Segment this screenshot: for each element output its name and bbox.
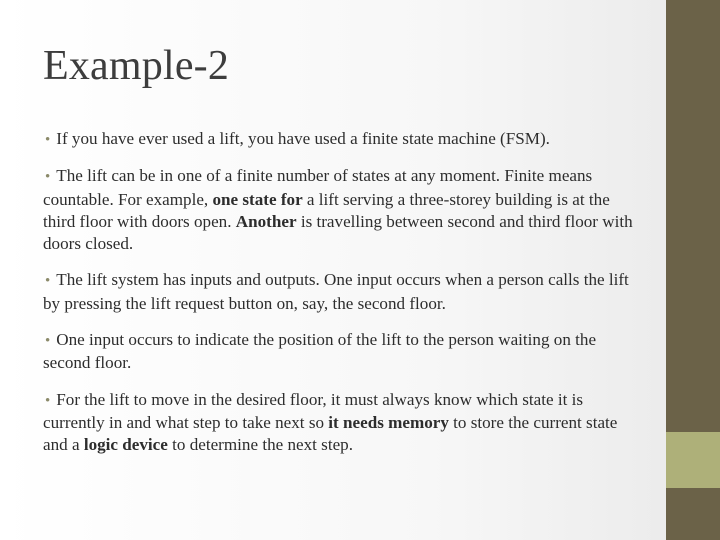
bullet-item <box>43 269 633 315</box>
bullet-item <box>43 389 633 457</box>
bullet-text: For the lift to move in the desired floor, it must always know which state it is currently in and what step to take next so <box>43 389 584 432</box>
bullet-text: The lift system has inputs and outputs. One input occurs when a person calls the lift by pressing the lift request button on, say, the second floor. <box>43 270 629 313</box>
right-accent-block <box>666 432 720 488</box>
bullet-item <box>43 128 633 151</box>
bullet-bold-text: one state for <box>212 189 303 209</box>
bullet-text: to store the current state and a <box>43 412 618 455</box>
bullet-item <box>43 165 633 255</box>
slide-title: Example-2 <box>43 43 230 89</box>
bullet-dot-icon: • <box>45 169 51 186</box>
bullet-text: If you have ever used a lift, you have used a finite state machine (FSM). <box>56 129 550 148</box>
bullet-text: is travelling between second and third floor with doors closed. <box>43 211 633 254</box>
bullet-list <box>43 128 633 471</box>
bullet-text: One input occurs to indicate the position of the lift to the person waiting on the second floor. <box>43 330 597 373</box>
bullet-text: a lift serving a three-storey building is at the third floor with doors open. <box>43 189 610 231</box>
bullet-item <box>43 329 633 375</box>
bullet-dot-icon: • <box>45 132 51 148</box>
bullet-dot-icon: • <box>45 333 51 350</box>
right-accent-bar-bottom <box>666 488 720 540</box>
bullet-bold-text: it needs memory <box>328 412 449 432</box>
bullet-bold-text: Another <box>235 211 297 231</box>
bullet-bold-text: logic device <box>83 435 168 455</box>
right-accent-bar <box>666 0 720 432</box>
bullet-text: The lift can be in one of a finite number of states at any moment. Finite means countable. For example, <box>43 166 593 209</box>
bullet-dot-icon: • <box>45 273 51 290</box>
bullet-dot-icon: • <box>45 392 51 409</box>
bullet-text: to determine the next step. <box>167 435 353 455</box>
